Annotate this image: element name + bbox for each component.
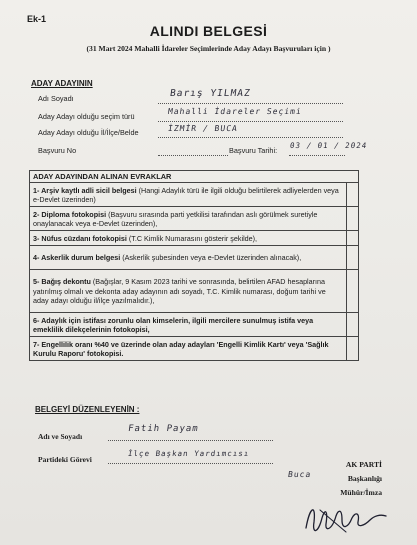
document-item-6: 6- Adaylık için istifası zorunlu olan kimselerin, ilgili mercilere sunulmuş istifa veya emeklilik dilekçelerinin fotokopisi, xyxy=(30,313,347,337)
document-item-2: 2- Diploma fotokopisi (Başvuru sırasında parti yetkilisi tarafından aslı görülmek suretiyle onaylanacak veya e-Devlet üzerinden), xyxy=(30,207,347,231)
election-type-label: Aday Adayı olduğu seçim türü xyxy=(38,112,135,121)
application-no-dotted-line xyxy=(158,155,228,156)
issuer-section-title: BELGEYİ DÜZENLEYENİN : xyxy=(35,405,140,414)
document-2-checkbox[interactable] xyxy=(346,207,358,231)
document-item-3: 3- Nüfus cüzdanı fotokopisi (T.C Kimlik Numarasını gösterir şekilde), xyxy=(30,231,347,246)
document-6-checkbox[interactable] xyxy=(346,313,358,337)
table-row xyxy=(30,231,359,246)
table-row xyxy=(30,270,359,313)
office-handwritten-prefix: Buca xyxy=(287,470,312,479)
location-dotted-line xyxy=(158,137,343,138)
document-5-checkbox[interactable] xyxy=(346,270,358,313)
location-label: Aday Adayı olduğu İl/İlçe/Belde xyxy=(38,128,139,137)
document-4-checkbox[interactable] xyxy=(346,246,358,270)
document-item-7: 7- Engellilik oranı %40 ve üzerinde olan aday adayları 'Engelli Kimlik Kartı' veya 'Sağlık Kurulu Raporu' fotokopisi. xyxy=(30,337,347,361)
table-row xyxy=(30,207,359,231)
documents-table xyxy=(29,170,359,361)
document-item-5: 5- Bağış dekontu (Bağışlar, 9 Kasım 2023 tarihi ve sonrasında, belirtilen AFAD hesaplarına yatırılmış olmalı ve dekonta aday adayının adı soyadı, T.C. Kimlik numarası, doğum tarihi ve aday adayı olduğu il/ilçe yazılmalıdır.), xyxy=(30,270,347,313)
candidate-section-title: ADAY ADAYININ xyxy=(31,79,93,88)
location-value: İZMİR / BUCA xyxy=(167,124,239,133)
office-label: Başkanlığı xyxy=(347,474,382,483)
application-date-dotted-line xyxy=(289,155,345,156)
table-row xyxy=(30,246,359,270)
document-item-1: 1- Arşiv kaytlı adli sicil belgesi (Hangi Adaylık türü ile ilgili olduğu belirtilerek adliyelerden veya e-Devlet üzerinden) xyxy=(30,183,347,207)
application-date-label: Başvuru Tarihi: xyxy=(229,146,278,155)
issuer-role-value: İlçe Başkan Yardımcısı xyxy=(127,449,250,458)
issuer-name-dotted-line xyxy=(108,440,273,441)
table-row xyxy=(30,183,359,207)
application-no-label: Başvuru No xyxy=(38,146,77,155)
document-item-4: 4- Askerlik durum belgesi (Askerlik şubesinden veya e-Devlet üzerinden alınacak), xyxy=(30,246,347,270)
issuer-role-dotted-line xyxy=(108,463,273,464)
document-1-checkbox[interactable] xyxy=(346,183,358,207)
issuer-name-label: Adı ve Soyadı xyxy=(38,432,83,441)
election-type-value: Mahalli İdareler Seçimi xyxy=(167,107,303,116)
document-subtitle: (31 Mart 2024 Mahalli İdareler Seçimlerinde Aday Adayı Başvuruları için ) xyxy=(86,44,331,53)
name-dotted-line xyxy=(158,103,343,104)
issuer-role-label: Partideki Görevi xyxy=(38,455,92,464)
issuer-name-value: Fatih Payam xyxy=(127,424,200,434)
document-7-checkbox[interactable] xyxy=(346,337,358,361)
application-date-value: 03 / 01 / 2024 xyxy=(289,141,368,150)
annex-label: Ek-1 xyxy=(27,14,47,24)
documents-section-title: ADAY ADAYINDAN ALINAN EVRAKLAR xyxy=(30,171,359,183)
table-row xyxy=(30,337,359,361)
name-value: Barış YILMAZ xyxy=(169,88,252,99)
party-name: AK PARTİ xyxy=(345,460,382,469)
signature xyxy=(300,498,390,540)
table-row xyxy=(30,313,359,337)
name-label: Adı Soyadı xyxy=(38,94,74,103)
document-3-checkbox[interactable] xyxy=(346,231,358,246)
document-title: ALINDI BELGESİ xyxy=(149,23,268,39)
seal-signature-label: Mühür/İmza xyxy=(340,488,382,497)
election-type-dotted-line xyxy=(158,121,343,122)
